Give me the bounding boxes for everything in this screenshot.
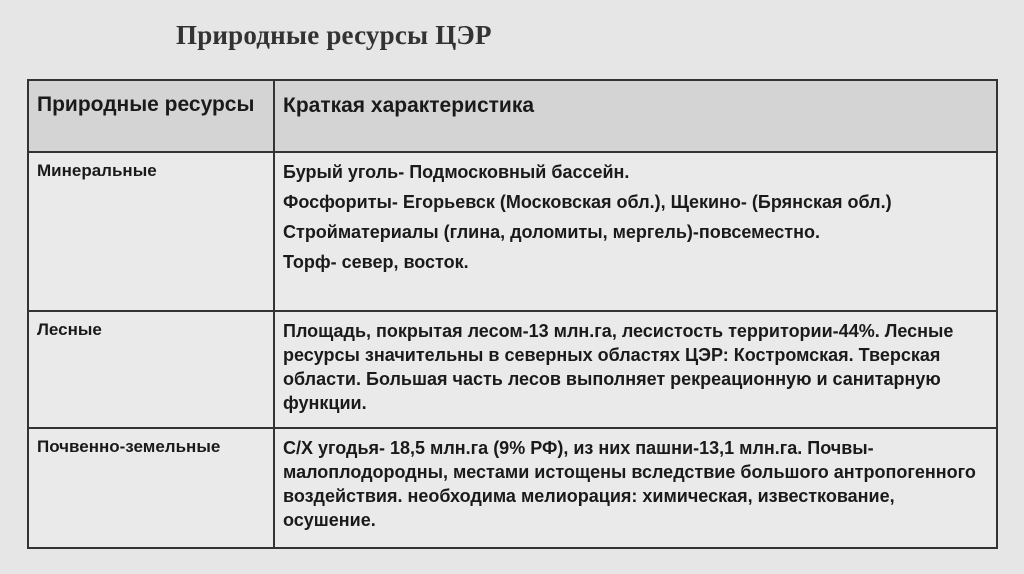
resource-name-cell	[28, 428, 274, 548]
description-paragraph: Стройматериалы (глина, доломиты, мергель)-повсеместно.	[283, 222, 820, 242]
table-row	[28, 311, 997, 428]
description-paragraph: Фосфориты- Егорьевск (Московская обл.), Щекино- (Брянская обл.)	[283, 192, 892, 212]
description-paragraph: С/Х угодья- 18,5 млн.га (9% РФ), из них пашни-13,1 млн.га. Почвы- малоплодородны, местами истощены вследствие большого антропогенного воздействия. необходима мелиорация: химическая, известкование, осушение.	[283, 438, 976, 530]
resource-name-cell	[28, 152, 274, 311]
header-label-description: Краткая характеристика	[283, 94, 535, 117]
header-cell-description	[274, 80, 997, 152]
resource-name: Лесные	[37, 320, 102, 339]
resource-name: Минеральные	[37, 161, 157, 180]
description-paragraph: Бурый уголь- Подмосковный бассейн.	[283, 162, 630, 182]
resources-table	[27, 79, 998, 549]
header-label-resources: Природные ресурсы	[37, 93, 255, 116]
resource-description-cell	[274, 152, 997, 311]
resource-description-cell	[274, 311, 997, 428]
resource-name: Почвенно-земельные	[37, 437, 221, 456]
description-paragraph: Торф- север, восток.	[283, 252, 469, 272]
table-row	[28, 152, 997, 311]
header-cell-resources	[28, 80, 274, 152]
table-header-row	[28, 80, 997, 152]
resource-description-cell	[274, 428, 997, 548]
table-row	[28, 428, 997, 548]
description-paragraph: Площадь, покрытая лесом-13 млн.га, лесистость территории-44%. Лесные ресурсы значительны в северных областях ЦЭР: Костромская. Тверская области. Большая часть лесов выполняет рекреационную и санитарную функции.	[283, 321, 954, 413]
resource-name-cell	[28, 311, 274, 428]
page-title: Природные ресурсы ЦЭР	[176, 20, 492, 50]
